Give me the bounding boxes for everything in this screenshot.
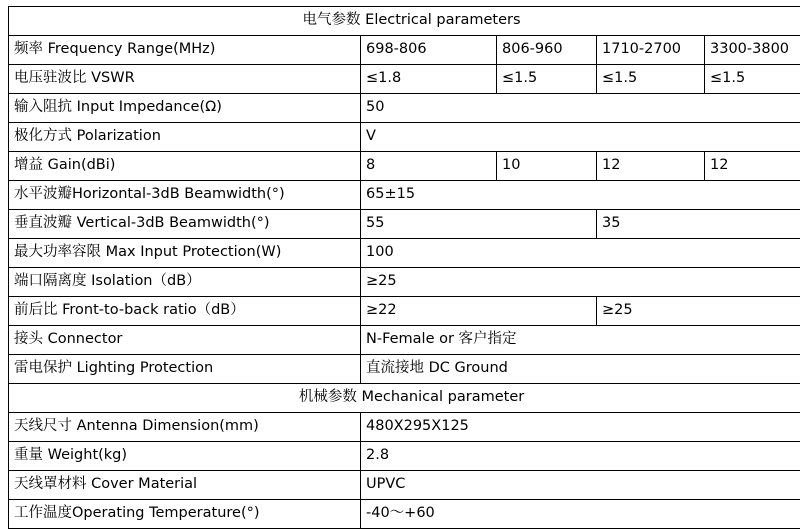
specification-table [8, 6, 800, 529]
row-value: 直流接地 DC Ground [361, 355, 800, 384]
row-value: 10 [497, 152, 597, 181]
table-row [9, 471, 800, 500]
row-label: 电压驻波比 VSWR [9, 65, 361, 94]
table-row [9, 500, 800, 529]
row-value: ≥25 [361, 268, 800, 297]
row-value: ≥25 [597, 297, 800, 326]
row-value: ≥22 [361, 297, 597, 326]
table-row [9, 123, 800, 152]
table-row [9, 442, 800, 471]
section-title-mechanical: 机械参数 Mechanical parameter [9, 384, 800, 413]
section-header-row-electrical [9, 7, 800, 36]
row-value: 3300-3800 [705, 36, 800, 65]
row-value: 12 [705, 152, 800, 181]
row-value: 8 [361, 152, 497, 181]
row-value: N-Female or 客户指定 [361, 326, 800, 355]
row-label: 频率 Frequency Range(MHz) [9, 36, 361, 65]
row-value: 2.8 [361, 442, 800, 471]
row-label: 垂直波瓣 Vertical-3dB Beamwidth(°) [9, 210, 361, 239]
table-row [9, 94, 800, 123]
row-value: 806-960 [497, 36, 597, 65]
row-label: 增益 Gain(dBi) [9, 152, 361, 181]
row-value: 1710-2700 [597, 36, 705, 65]
row-value: UPVC [361, 471, 800, 500]
section-header-row-mechanical [9, 384, 800, 413]
row-value: 65±15 [361, 181, 800, 210]
row-label: 雷电保护 Lighting Protection [9, 355, 361, 384]
row-label: 输入阻抗 Input Impedance(Ω) [9, 94, 361, 123]
row-label: 水平波瓣Horizontal-3dB Beamwidth(°) [9, 181, 361, 210]
row-value: ≤1.5 [497, 65, 597, 94]
table-row [9, 65, 800, 94]
table-row [9, 181, 800, 210]
table-row [9, 268, 800, 297]
table-row [9, 297, 800, 326]
row-label: 前后比 Front-to-back ratio（dB） [9, 297, 361, 326]
row-label: 极化方式 Polarization [9, 123, 361, 152]
row-label: 端口隔离度 Isolation（dB） [9, 268, 361, 297]
table-row [9, 36, 800, 65]
row-value: 50 [361, 94, 800, 123]
table-row [9, 152, 800, 181]
section-title-electrical: 电气参数 Electrical parameters [9, 7, 800, 36]
row-label: 天线罩材料 Cover Material [9, 471, 361, 500]
table-row [9, 210, 800, 239]
row-label: 天线尺寸 Antenna Dimension(mm) [9, 413, 361, 442]
row-value: ≤1.5 [705, 65, 800, 94]
table-row [9, 239, 800, 268]
table-row [9, 326, 800, 355]
row-label: 接头 Connector [9, 326, 361, 355]
row-value: 12 [597, 152, 705, 181]
row-value: 100 [361, 239, 800, 268]
row-label: 重量 Weight(kg) [9, 442, 361, 471]
row-value: ≤1.8 [361, 65, 497, 94]
row-value: 698-806 [361, 36, 497, 65]
table-row [9, 413, 800, 442]
table-row [9, 355, 800, 384]
row-label: 工作温度Operating Temperature(°) [9, 500, 361, 529]
row-value: 35 [597, 210, 800, 239]
row-value: -40～+60 [361, 500, 800, 529]
row-label: 最大功率容限 Max Input Protection(W) [9, 239, 361, 268]
row-value: ≤1.5 [597, 65, 705, 94]
table-body [9, 7, 800, 529]
row-value: 55 [361, 210, 597, 239]
row-value: 480X295X125 [361, 413, 800, 442]
row-value: V [361, 123, 800, 152]
